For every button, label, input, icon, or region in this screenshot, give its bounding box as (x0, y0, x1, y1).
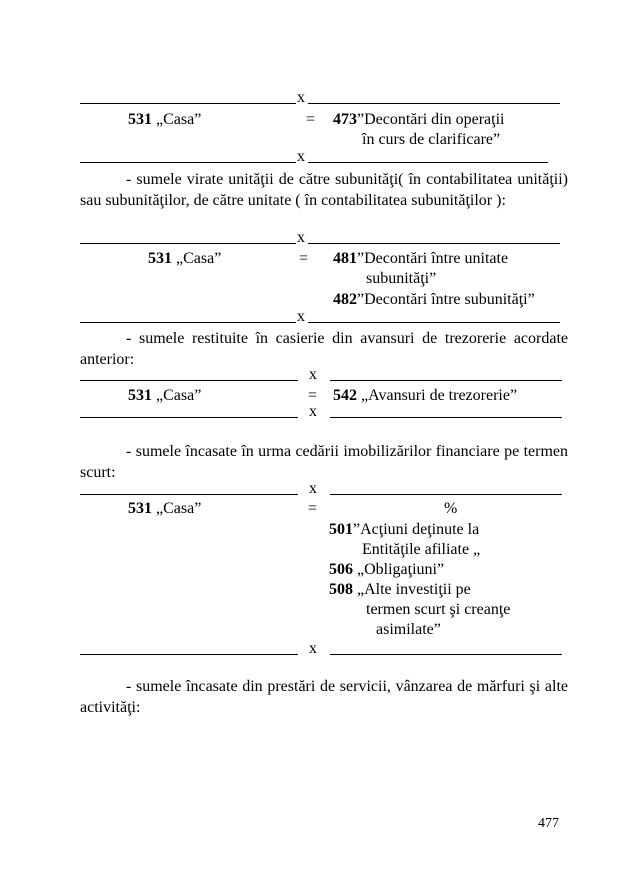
credit-code: 508 (329, 581, 353, 598)
debit-account (128, 386, 201, 406)
paragraph-text: - sumele virate unităţii de către subunităţi( în contabilitatea unităţii) sau subunităţilor, de către unitate ( în contabilitatea subunităţilor ): (80, 171, 568, 209)
credit-code: 481 (333, 250, 357, 267)
equals-sign: = (308, 500, 318, 517)
separator-mark: x (297, 89, 305, 106)
debit-name: „Casa” (156, 387, 202, 404)
separator-line (80, 417, 298, 418)
credit-name-continued: în curs de clarificare” (362, 131, 501, 148)
separator-line (308, 243, 560, 244)
equals-sign: = (308, 387, 318, 404)
paragraph-text: - sumele încasate în urma cedării imobilizărilor financiare pe termen scurt: (80, 443, 568, 481)
paragraph-text: - sumele încasate din prestări de servicii, vânzarea de mărfuri şi alte activităţi: (80, 678, 568, 716)
separator-line (330, 380, 562, 381)
separator-line (80, 243, 296, 244)
credit-name: ”Decontări între unitate (357, 250, 509, 267)
credit-account (333, 110, 505, 130)
separator-line (80, 103, 296, 104)
credit-name: „Alte investiţii pe (357, 581, 471, 598)
separator-line (80, 494, 298, 495)
separator-line (330, 654, 562, 655)
credit-code: 506 (329, 561, 353, 578)
credit-account (329, 580, 471, 600)
credit-name: „Obligaţiuni” (357, 561, 445, 578)
credit-account (333, 290, 535, 310)
credit-name: „Avansuri de trezorerie” (361, 387, 518, 404)
separator-line (80, 654, 298, 655)
separator-mark: x (297, 308, 305, 325)
credit-code: 501 (329, 521, 353, 538)
separator-mark: x (309, 640, 317, 657)
credit-name-continued: asimilate” (376, 621, 441, 638)
credit-name-continued: Entităţile afiliate „ (362, 541, 481, 558)
debit-name: „Casa” (156, 500, 202, 517)
credit-name: ”Decontări din operaţii (357, 111, 505, 128)
page-number: 477 (538, 816, 559, 831)
separator-line (80, 380, 298, 381)
separator-mark: x (297, 148, 305, 165)
separator-line (80, 322, 296, 323)
debit-account (128, 499, 201, 519)
separator-line (308, 162, 548, 163)
debit-name: „Casa” (156, 111, 202, 128)
separator-mark: x (309, 366, 317, 383)
debit-code: 531 (128, 500, 152, 517)
debit-name: „Casa” (176, 250, 222, 267)
equals-sign: = (306, 111, 316, 128)
debit-code: 531 (148, 250, 172, 267)
credit-name-continued: subunităţi” (366, 270, 437, 287)
debit-account (148, 249, 221, 269)
credit-code: 473 (333, 111, 357, 128)
separator-line (80, 162, 296, 163)
credit-code: 482 (333, 291, 357, 308)
credit-account (329, 520, 479, 540)
paragraph-text: - sumele restituite în casierie din avansuri de trezorerie acordate anterior: (80, 330, 568, 368)
debit-account (128, 110, 201, 130)
debit-code: 531 (128, 111, 152, 128)
credit-name-continued: termen scurt şi creanţe (366, 601, 511, 618)
separator-line (330, 417, 562, 418)
credit-name: ”Decontări între subunităţi” (357, 291, 535, 308)
credit-name: ”Acţiuni deţinute la (353, 521, 480, 538)
separator-line (308, 322, 560, 323)
separator-line (308, 103, 560, 104)
separator-mark: x (309, 403, 317, 420)
separator-mark: x (297, 229, 305, 246)
credit-account (329, 560, 444, 580)
separator-line (330, 494, 562, 495)
separator-mark: x (309, 480, 317, 497)
credit-code: 542 (333, 387, 357, 404)
equals-sign: = (299, 250, 309, 267)
percent-sign: % (444, 500, 458, 517)
debit-code: 531 (128, 387, 152, 404)
credit-account (333, 249, 508, 269)
credit-account (333, 386, 517, 406)
